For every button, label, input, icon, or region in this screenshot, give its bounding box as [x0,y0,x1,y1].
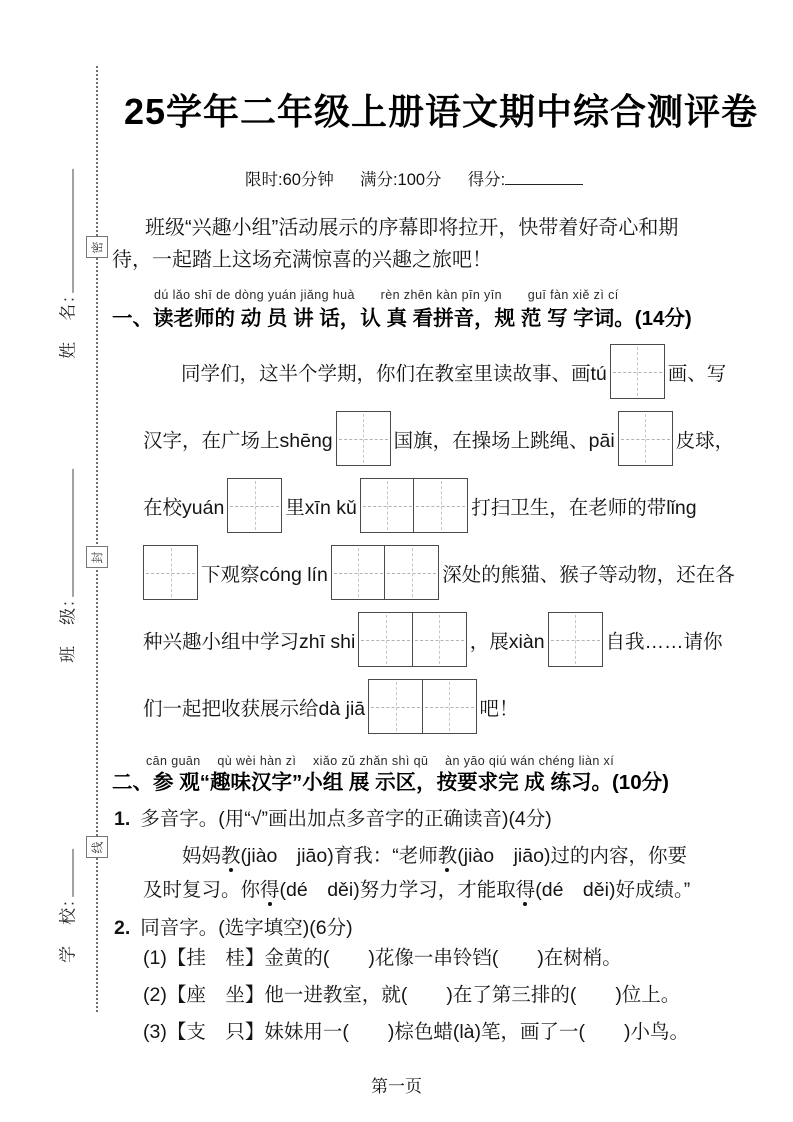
q2-item-2: (2)【座 坐】他一进教室，就( )在了第三排的( )位上。 [143,984,681,1006]
line-text: 画、写 [667,362,727,385]
writing-box[interactable] [227,478,282,533]
line-text: ，展xiàn [469,630,545,653]
class-label: 班 级: [58,599,78,663]
school-label: 学 校: [58,899,78,963]
fill-line-3 [112,472,772,539]
line-text: 吧！ [479,697,519,720]
q1-dotted-char: 得 [260,879,280,901]
q1-dotted-char: 教 [221,845,241,867]
section1-pinyin: dú lǎo shī de dòng yuán jiǎng huà rèn zhēn kàn pīn yīn guī fàn xiě zì cí [154,288,619,302]
question-2-number: 2. [114,917,131,939]
writing-box[interactable] [336,411,391,466]
writing-box[interactable] [548,612,603,667]
writing-box-double[interactable] [331,545,439,600]
question-1-number: 1. [114,808,131,830]
q1-sentence-line-2 [143,874,690,902]
writing-box[interactable] [143,545,198,600]
line-text: 种兴趣小组中学习zhī shi [143,630,356,653]
section2-pinyin: cān guān qù wèi hàn zì xiǎo zǔ zhǎn shì qū àn yāo qiú wán chéng liàn xí [146,754,615,768]
section1-heading: 一、读老师的 动 员 讲 话，认 真 看拼音，规 范 写 字词。(14分) [112,307,692,330]
school-field[interactable] [54,849,79,963]
q2-item-1: (1)【挂 桂】金黄的( )花像一串铃铛( )在树梢。 [143,947,622,969]
main-content [110,0,772,1122]
line-text: 自我……请你 [605,630,723,653]
writing-box-double[interactable] [358,612,466,667]
line-text: 打扫卫生，在老师的带lǐng [471,496,697,519]
student-name-field[interactable] [54,169,79,359]
page-title: 25学年二年级上册语文期中综合测评卷 [123,91,759,132]
fill-line-2 [112,405,772,472]
writing-box-double[interactable] [368,679,476,734]
q1-text: (jiào jiāo)过的内容，你要 [457,845,687,867]
line-text: 同学们，这半个学期，你们在教室里读故事、画tú [181,362,607,385]
line-text: 国旗，在操场上跳绳、pāi [393,429,615,452]
writing-box[interactable] [610,344,665,399]
q1-text: 及时复习。你 [143,879,261,901]
q1-sentence-line-1 [182,840,687,868]
intro-line-2: 待，一起踏上这场充满惊喜的兴趣之旅吧！ [112,249,492,271]
question-1-title [114,803,552,831]
seal-char-mi: 密 [86,236,108,258]
line-text: 下观察cóng lín [201,563,328,586]
writing-box[interactable] [618,411,673,466]
time-limit-label: 限时:60分钟 [245,171,334,189]
line-text: 里xīn kǔ [285,496,357,519]
intro-paragraph [112,212,770,276]
fill-line-4 [112,539,772,606]
q1-text: (dé děi)好成绩。” [535,879,691,901]
question-2-text: 同音字。(选字填空)(6分) [140,917,353,939]
q1-dotted-char: 得 [515,879,536,901]
seal-char-feng: 封 [86,546,108,568]
fill-line-5 [112,606,772,673]
q1-text: (dé děi)努力学习，才能取 [279,879,516,901]
school-blank[interactable] [61,849,74,897]
class-field[interactable] [54,469,79,663]
full-score-label: 满分:100分 [359,171,442,189]
score-blank[interactable] [505,171,583,185]
line-text: 汉字，在广场上shēng [143,429,333,452]
writing-box-double[interactable] [360,478,468,533]
fill-line-1 [112,338,772,405]
seal-dotted-line [96,66,98,1012]
student-name-blank[interactable] [61,169,74,293]
class-blank[interactable] [61,469,74,597]
line-text: 深处的熊猫、猴子等动物，还在各 [442,563,735,586]
q1-text: 妈妈 [182,845,222,867]
q1-dotted-char: 教 [437,845,458,867]
seal-char-xian: 线 [86,836,108,858]
q1-text: (jiào jiāo)育我：“老师 [240,845,438,867]
line-text: 皮球， [675,429,735,452]
section1-body [112,338,772,740]
question-2-title [114,912,353,940]
line-text: 在校yuán [143,496,225,519]
question-1-text: 多音字。(用“√”画出加点多音字的正确读音)(4分) [140,808,552,830]
fill-line-6 [112,673,772,740]
score-label: 得分: [467,171,506,189]
exam-meta [245,166,583,190]
q2-item-3: (3)【支 只】妹妹用一( )棕色蜡(là)笔，画了一( )小鸟。 [143,1021,689,1043]
section2-heading: 二、参 观“趣味汉字”小组 展 示区，按要求完 成 练习。(10分) [112,771,669,794]
line-text: 们一起把收获展示给dà jiā [143,697,366,720]
student-name-label: 姓 名: [58,295,78,359]
page-number: 第一页 [371,1077,422,1096]
intro-line-1: 班级“兴趣小组”活动展示的序幕即将拉开，快带着好奇心和期 [145,217,679,239]
